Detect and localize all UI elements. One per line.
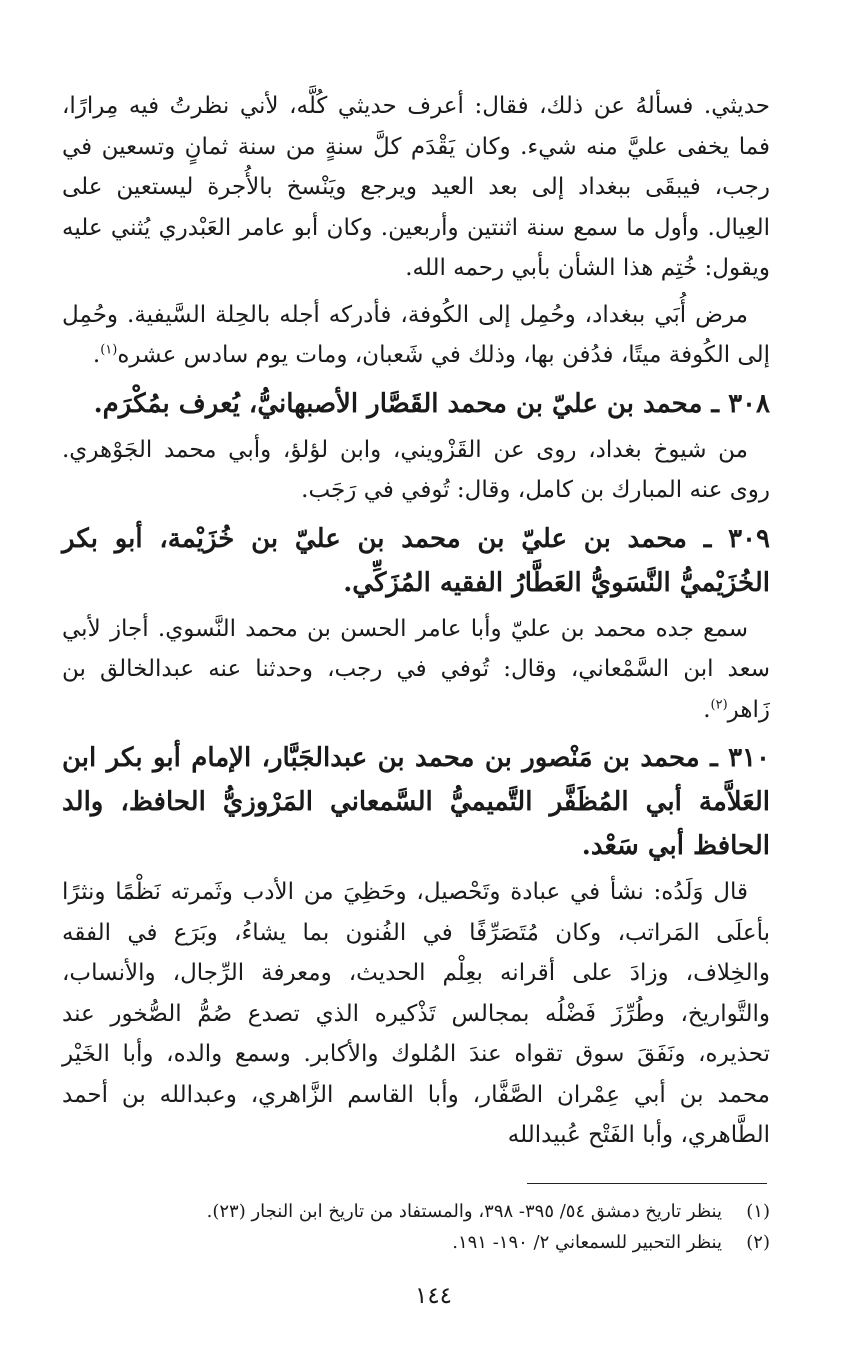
footnotes	[62, 1196, 770, 1258]
footnote-ref-2[interactable]: (٢)	[710, 696, 728, 712]
entry-309-end: .	[703, 696, 711, 723]
death-note-end: .	[92, 342, 101, 368]
footnote-2	[62, 1227, 770, 1258]
death-note-text: مرض أُبَي ببغداد، وحُمِل إلى الكُوفة، فأدركه أجله بالحِلة السَّيفية. وحُمِل إلى الكُوفة ميتًا، فدُفن بها، وذلك في شَعبان، ومات يوم سادس عشره	[62, 301, 770, 368]
footnote-ref-1[interactable]: (١)	[100, 342, 118, 358]
main-text	[62, 86, 770, 1162]
entry-308-text: من شيوخ بغداد، روى عن القَزْويني، وابن لؤلؤ، وأبي محمد الجَوْهري. روى عنه المبارك بن كامل، وقال: تُوفي في رَجَب.	[62, 436, 770, 503]
entry-308-heading: ٣٠٨ ـ محمد بن عليّ بن محمد القَصَّار الأصبهانيُّ، يُعرف بمُكْرَم.	[93, 388, 770, 419]
entry-310-heading: ٣١٠ ـ محمد بن مَنْصور بن محمد بن عبدالجَبَّار، الإمام أبو بكر ابن العَلاَّمة أبي المُظَفَّر التَّميميُّ السَّمعاني المَرْوزيُّ الحافظ، والد الحافظ أبي سَعْد.	[62, 743, 770, 861]
footnote-1	[62, 1196, 770, 1227]
footnote-text: ينظر تاريخ دمشق ٥٤/ ٣٩٥- ٣٩٨، والمستفاد من تاريخ ابن النجار (٢٣).	[206, 1201, 722, 1222]
paragraph-continuation: حديثي. فسألهُ عن ذلك، فقال: أعرف حديثي كُلَّه، لأني نظرتُ فيه مِرارًا، فما يخفى عليَّ منه شيء. وكان يَقْدَم كلَّ سنةٍ من سنة ثمانٍ وتسعين في رجب، فيبقَى ببغداد إلى بعد العيد ويرجع ويَنْسخ بالأُجرة ليستعين على العِيال. وأول ما سمع سنة اثنتين وأربعين. وكان أبو عامر العَبْدري يُثني عليه ويقول: خُتِم هذا الشأن بأبي رحمه الله.	[62, 93, 770, 281]
entry-309-text	[62, 609, 770, 731]
footnote-text: ينظر التحبير للسمعاني ٢/ ١٩٠- ١٩١.	[452, 1232, 722, 1253]
entry-309-heading: ٣٠٩ ـ محمد بن عليّ بن محمد بن عليّ بن خُزَيْمة، أبو بكر الخُزَيْميُّ النَّسَويُّ العَطَّارُ الفقيه المُزَكِّي.	[62, 523, 770, 598]
footnote-number: (١)	[746, 1201, 770, 1222]
paragraph-death-note	[62, 295, 770, 376]
footnote-separator	[527, 1183, 767, 1184]
footnote-number: (٢)	[746, 1232, 770, 1253]
entry-309-body: سمع جده محمد بن عليّ وأبا عامر الحسن بن محمد النَّسوي. أجاز لأبي سعد ابن السَّمْعاني، وقال: تُوفي في رجب، وحدثنا عنه عبدالخالق بن زَاهر	[62, 615, 770, 723]
entry-310-text: قال وَلَدُه: نشأ في عبادة وتَحْصيل، وحَظِيَ من الأدب وثَمرته نَظْمًا ونثرًا بأعلَى المَراتب، وكان مُتَصَرِّفًا في الفُنون بما يشاءُ، وبَرَع في الفقه والخِلاف، وزادَ على أقرانه بعِلْم الحديث، ومعرفة الرِّجال، والأنساب، والتَّواريخ، وطُرِّزَ فَضْلُه بمجالس تَذْكيره الذي تصدع صُمُّ الصُّخور عند تحذيره، ونَفَقَ سوق تقواه عندَ المُلوك والأكابر. وسمع والده، وأبا الخَيْر محمد بن أبي عِمْران الصَّفَّار، وأبا القاسم الزَّاهري، وعبدالله بن أحمد الطَّاهري، وأبا الفَتْح عُبيدالله	[62, 879, 770, 1148]
page-number: ١٤٤	[414, 1283, 453, 1309]
